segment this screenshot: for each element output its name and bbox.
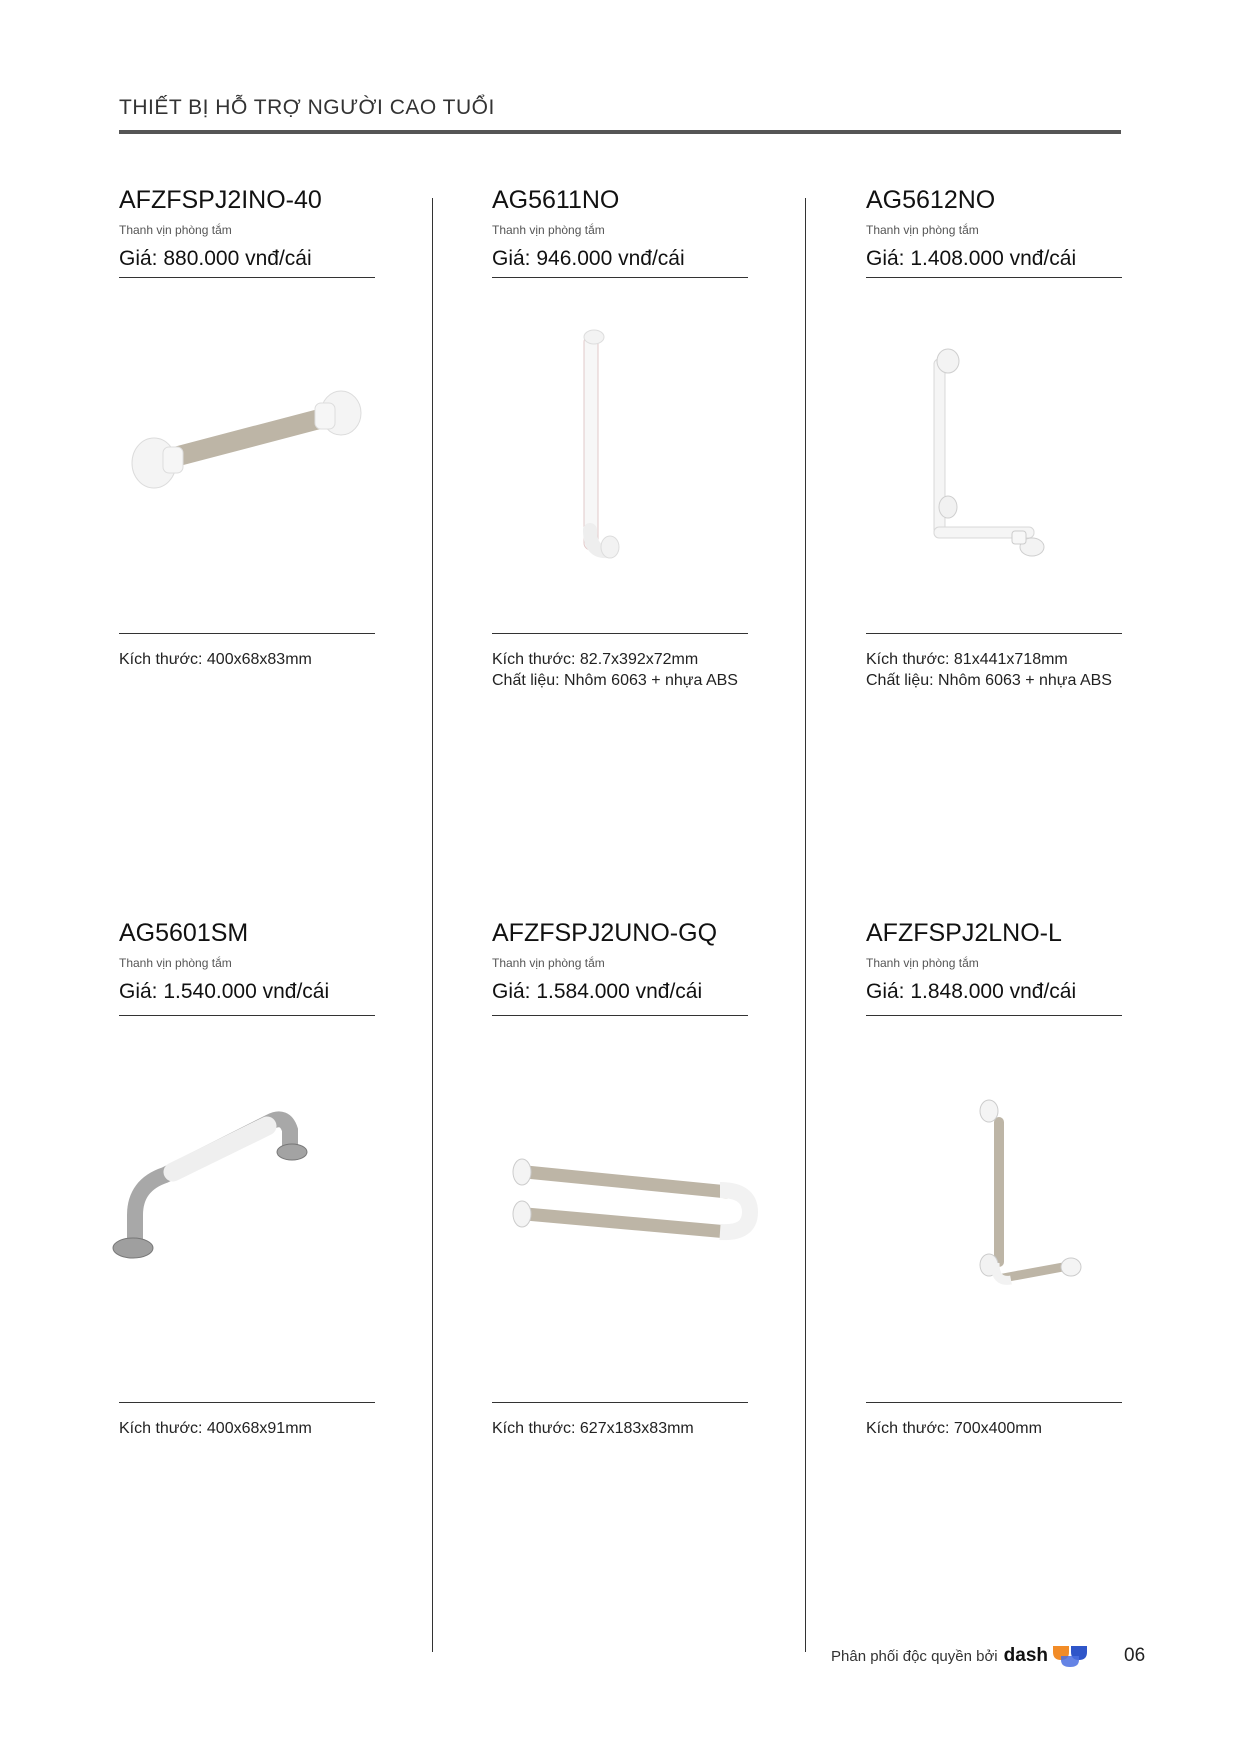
product-subtitle: Thanh vịn phòng tắm: [492, 956, 605, 970]
product-card: [492, 188, 748, 271]
column-divider: [432, 198, 433, 1652]
price-divider: [866, 277, 1122, 278]
grab-bar-image: [560, 325, 650, 565]
product-price: Giá: 1.408.000 vnđ/cái: [866, 247, 1077, 270]
column-divider: [805, 198, 806, 1652]
product-subtitle: Thanh vịn phòng tắm: [866, 223, 979, 237]
product-material: Chất liệu: Nhôm 6063 + nhựa ABS: [866, 672, 1112, 689]
header-divider: [119, 130, 1121, 134]
product-code: AFZFSPJ2UNO-GQ: [492, 919, 718, 947]
grab-bar-image: [95, 1100, 320, 1265]
product-size: Kích thước: 81x441x718mm: [866, 651, 1068, 668]
product-subtitle: Thanh vịn phòng tắm: [119, 223, 232, 237]
product-card: [866, 188, 1122, 271]
product-price: Giá: 1.848.000 vnđ/cái: [866, 980, 1077, 1003]
product-code: AG5612NO: [866, 186, 996, 214]
brand-name: dash: [1003, 1645, 1048, 1666]
grab-bar-image: [975, 1095, 1085, 1305]
grab-bar-image: [508, 1150, 763, 1260]
product-size: Kích thước: 700x400mm: [866, 1420, 1042, 1437]
product-subtitle: Thanh vịn phòng tắm: [866, 956, 979, 970]
product-subtitle: Thanh vịn phòng tắm: [119, 956, 232, 970]
price-divider: [492, 277, 748, 278]
product-code: AFZFSPJ2LNO-L: [866, 919, 1062, 947]
product-code: AFZFSPJ2INO-40: [119, 186, 322, 214]
price-divider: [119, 1015, 375, 1016]
product-size: Kích thước: 400x68x91mm: [119, 1420, 312, 1437]
price-divider: [866, 1015, 1122, 1016]
product-size: Kích thước: 627x183x83mm: [492, 1420, 694, 1437]
distributor-text: Phân phối độc quyền bởi: [831, 1647, 998, 1665]
grab-bar-image: [119, 385, 379, 505]
product-subtitle: Thanh vịn phòng tắm: [492, 223, 605, 237]
product-code: AG5601SM: [119, 919, 249, 947]
grab-bar-image: [920, 345, 1060, 565]
product-card: [866, 921, 1122, 1004]
brand-logo-icon: [1051, 1644, 1089, 1668]
product-price: Giá: 1.584.000 vnđ/cái: [492, 980, 703, 1003]
spec-divider: [492, 633, 748, 634]
product-size: Kích thước: 82.7x392x72mm: [492, 651, 699, 668]
price-divider: [119, 277, 375, 278]
spec-divider: [866, 633, 1122, 634]
product-card: [119, 188, 375, 271]
product-code: AG5611NO: [492, 186, 620, 214]
product-card: [119, 921, 375, 1004]
price-divider: [492, 1015, 748, 1016]
product-card: [492, 921, 748, 1004]
spec-divider: [119, 1402, 375, 1403]
spec-divider: [866, 1402, 1122, 1403]
spec-divider: [119, 633, 375, 634]
page-title: THIẾT BỊ HỖ TRỢ NGƯỜI CAO TUỔI: [119, 96, 495, 119]
product-price: Giá: 946.000 vnđ/cái: [492, 247, 685, 270]
page-number: 06: [1124, 1645, 1146, 1666]
product-price: Giá: 1.540.000 vnđ/cái: [119, 980, 330, 1003]
spec-divider: [492, 1402, 748, 1403]
product-material: Chất liệu: Nhôm 6063 + nhựa ABS: [492, 672, 738, 689]
product-price: Giá: 880.000 vnđ/cái: [119, 247, 312, 270]
product-size: Kích thước: 400x68x83mm: [119, 651, 312, 668]
page-footer: [831, 1644, 1089, 1668]
